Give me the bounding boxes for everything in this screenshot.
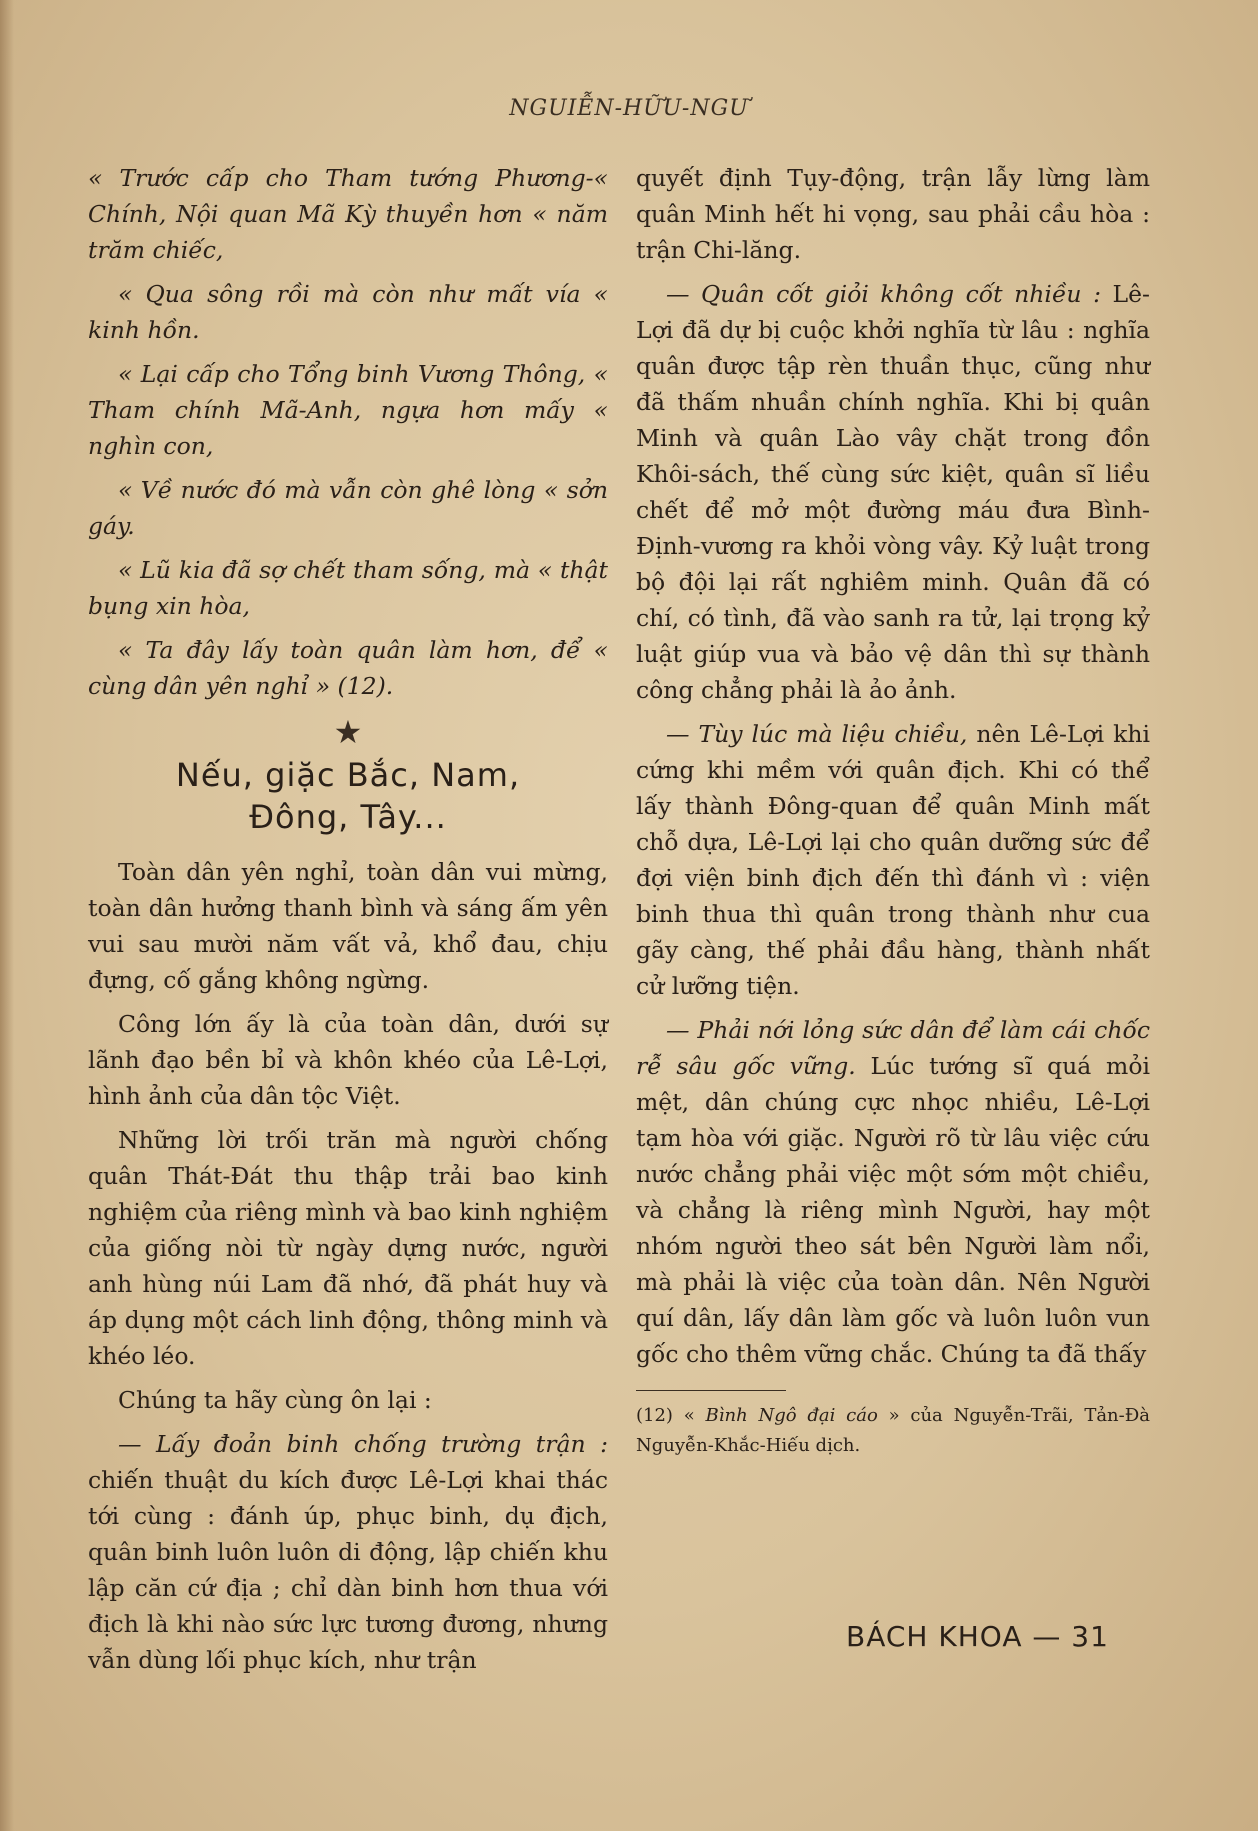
- point-body: nên Lê-Lợi khi cứng khi mềm với quân địch. Khi có thể lấy thành Đông-quan để quân Minh mất chỗ dựa, Lê-Lợi lại cho quân dưỡng sức để đợi viện binh địch đến thì đánh vì : viện binh thua thì quân trong thành như cua gãy càng, thế phải đầu hàng, thành nhất cử lưỡng tiện.: [636, 720, 1150, 1000]
- left-column: [88, 160, 608, 1686]
- right-column: [636, 160, 1150, 1469]
- point-paragraph: [636, 716, 1150, 1004]
- point-lead: — Quân cốt giỏi không cốt nhiều :: [666, 280, 1101, 308]
- section-title-line: Đông, Tây...: [249, 798, 447, 836]
- footnote-number: (12) «: [636, 1405, 695, 1426]
- section-title-line: Nếu, giặc Bắc, Nam,: [175, 756, 521, 794]
- point-lead: — Lấy đoản binh chống trường trận :: [118, 1430, 608, 1458]
- footnote-text: » của Nguyễn-Trãi, Tản-Đà Nguyễn-Khắc-Hiếu dịch.: [636, 1405, 1150, 1456]
- body-paragraph: Toàn dân yên nghỉ, toàn dân vui mừng, toàn dân hưởng thanh bình và sáng ấm yên vui sau mười năm vất vả, khổ đau, chịu đựng, cố gắng không ngừng.: [88, 858, 608, 994]
- point-body: Lê-Lợi đã dự bị cuộc khởi nghĩa từ lâu : nghĩa quân được tập rèn thuần thục, cũng như đã thấm nhuần chính nghĩa. Khi bị quân Minh và quân Lào vây chặt trong đồn Khôi-sách, thế cùng sức kiệt, quân sĩ liều chết để mở một đường máu đưa Bình-Định-vương ra khỏi vòng vây. Kỷ luật trong bộ đội lại rất nghiêm minh. Quân đã có chí, có tình, đã vào sanh ra tử, lại trọng kỷ luật giúp vua và bảo vệ dân thì sự thành công chẳng phải là ảo ảnh.: [636, 280, 1150, 704]
- point-paragraph: [88, 1426, 608, 1678]
- quote-line: « Qua sông rồi mà còn như mất vía « kinh hồn.: [88, 280, 608, 344]
- body-paragraph: Chúng ta hãy cùng ôn lại :: [118, 1386, 432, 1414]
- quote-line: « Ta đây lấy toàn quân làm hơn, để « cùng dân yên nghỉ » (12).: [88, 636, 608, 700]
- body-paragraph: quyết định Tụy-động, trận lẫy lừng làm quân Minh hết hi vọng, sau phải cầu hòa : trận Chi-lăng.: [636, 164, 1150, 264]
- point-lead: — Tùy lúc mà liệu chiều,: [666, 720, 968, 748]
- quote-line: « Trước cấp cho Tham tướng Phương-« Chính, Nội quan Mã Kỳ thuyền hơn « năm trăm chiếc,: [88, 164, 608, 264]
- page-edge-shadow: [0, 0, 14, 1831]
- footnote-divider: [636, 1390, 786, 1391]
- point-body: Lúc tướng sĩ quá mỏi mệt, dân chúng cực nhọc nhiều, Lê-Lợi tạm hòa với giặc. Người rõ từ lâu việc cứu nước chẳng phải việc một sớm một chiều, và chẳng là riêng mình Người, hay một nhóm người theo sát bên Người làm nổi, mà phải là việc của toàn dân. Nên Người quí dân, lấy dân làm gốc và luôn luôn vun gốc cho thêm vững chắc. Chúng ta đã thấy: [636, 1052, 1150, 1368]
- point-paragraph: [636, 1012, 1150, 1372]
- point-paragraph: [636, 276, 1150, 708]
- footnote: [636, 1401, 1150, 1461]
- body-paragraph: Những lời trối trăn mà người chống quân Thát-Đát thu thập trải bao kinh nghiệm của riêng mình và bao kinh nghiệm của giống nòi từ ngày dựng nước, người anh hùng núi Lam đã nhớ, đã phát huy và áp dụng một cách linh động, thông minh và khéo léo.: [88, 1126, 608, 1370]
- footnote-title: Bình Ngô đại cáo: [694, 1405, 889, 1426]
- quote-line: « Lại cấp cho Tổng binh Vương Thông, « Tham chính Mã-Anh, ngựa hơn mấy « nghìn con,: [88, 360, 608, 460]
- running-header: NGUIỄN-HỮU-NGƯ: [509, 96, 749, 121]
- quote-line: « Lũ kia đã sợ chết tham sống, mà « thật bụng xin hòa,: [88, 556, 608, 620]
- body-paragraph: Công lớn ấy là của toàn dân, dưới sự lãnh đạo bền bỉ và khôn khéo của Lê-Lợi, hình ảnh của dân tộc Việt.: [88, 1010, 608, 1110]
- star-icon: ★: [333, 713, 363, 751]
- section-title: [88, 754, 608, 838]
- point-body: chiến thuật du kích được Lê-Lợi khai thác tới cùng : đánh úp, phục binh, dụ địch, quân binh luôn luôn di động, lập chiến khu lập căn cứ địa ; chỉ dàn binh hơn thua với địch là khi nào sức lực tương đương, nhưng vẫn dùng lối phục kích, như trận: [88, 1466, 608, 1674]
- page-footer: BÁCH KHOA — 31: [846, 1620, 1109, 1653]
- quote-line: « Về nước đó mà vẫn còn ghê lòng « sởn gáy.: [88, 476, 608, 540]
- point-lead: — Phải nới lỏng sức dân để làm cái chốc rễ sâu gốc vững.: [636, 1016, 1150, 1080]
